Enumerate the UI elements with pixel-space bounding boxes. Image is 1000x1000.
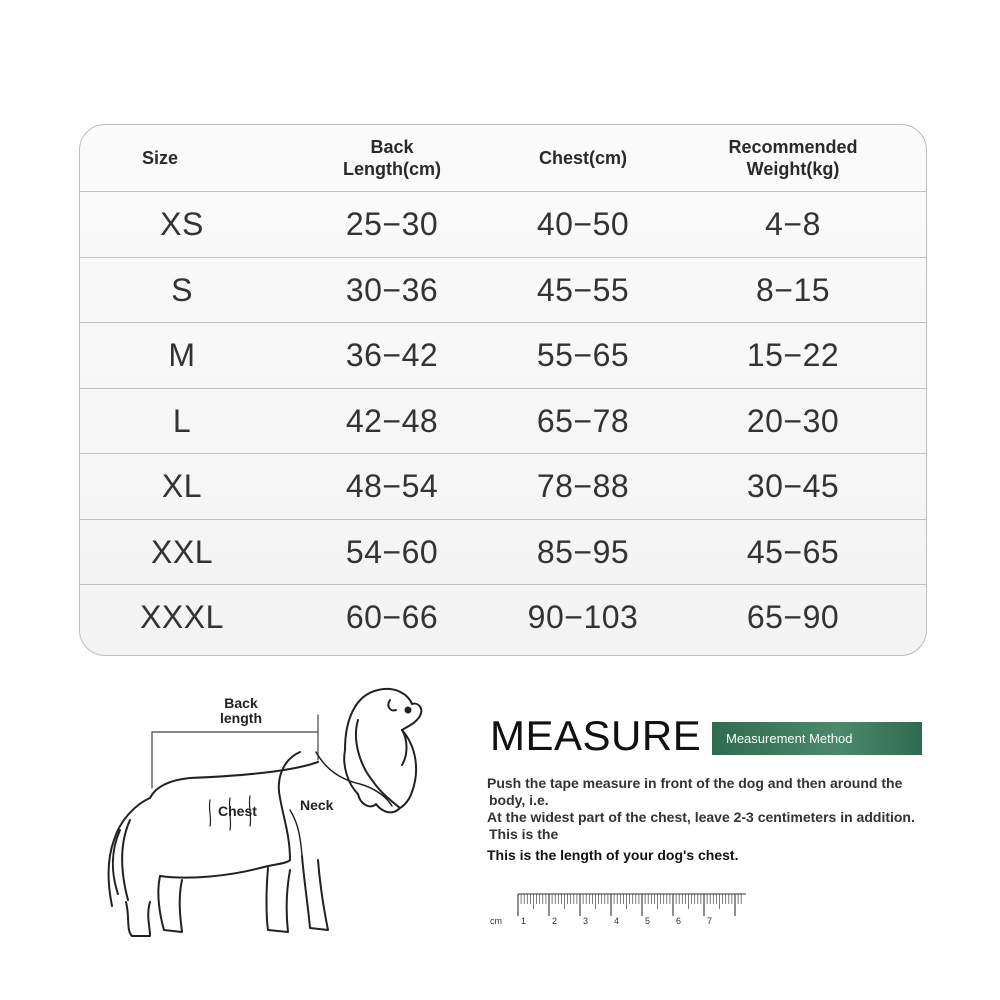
cell-weight: 15−22 bbox=[746, 337, 840, 373]
measure-title: MEASURE bbox=[490, 712, 702, 759]
cell-back-length: 36−42 bbox=[345, 337, 439, 373]
cell-back-length: 60−66 bbox=[345, 599, 439, 635]
dog-illustration bbox=[90, 680, 450, 950]
cell-chest: 65−78 bbox=[536, 402, 630, 439]
ruler-unit: cm bbox=[490, 916, 502, 926]
table-header-row bbox=[80, 125, 926, 191]
size-table bbox=[79, 124, 927, 656]
cell-weight: 20−30 bbox=[746, 402, 840, 439]
cell-chest: 90−103 bbox=[527, 599, 639, 635]
table-row bbox=[80, 322, 926, 388]
instruction-line-4: This is the bbox=[489, 826, 559, 842]
header-weight: Recommended Weight(kg) bbox=[728, 137, 858, 179]
table-row bbox=[80, 453, 926, 519]
header-chest: Chest(cm) bbox=[538, 148, 628, 168]
table-row bbox=[80, 257, 926, 323]
measure-highlight: This is the length of your dog's chest. bbox=[487, 847, 739, 863]
ruler-number: 4 bbox=[614, 916, 620, 926]
table-row bbox=[80, 388, 926, 454]
ruler-number: 7 bbox=[707, 916, 713, 926]
cell-chest: 55−65 bbox=[536, 337, 630, 373]
ruler-number: 2 bbox=[552, 916, 558, 926]
cell-size: XS bbox=[160, 206, 204, 242]
cell-weight: 8−15 bbox=[755, 271, 831, 308]
header-size: Size bbox=[142, 148, 179, 168]
dog-measurement-diagram bbox=[90, 680, 450, 950]
cell-chest: 45−55 bbox=[536, 271, 630, 308]
table-row bbox=[80, 519, 926, 585]
cell-back-length: 54−60 bbox=[345, 533, 439, 570]
table-row bbox=[80, 191, 926, 257]
neck-label: Neck bbox=[300, 797, 334, 813]
table-row bbox=[80, 584, 926, 650]
cell-back-length: 30−36 bbox=[345, 271, 439, 308]
ruler-number: 1 bbox=[521, 916, 527, 926]
back-length-label: Back length bbox=[220, 695, 262, 726]
cell-size: XXXL bbox=[140, 599, 224, 635]
ruler-number: 5 bbox=[645, 916, 651, 926]
cell-size: XXL bbox=[151, 533, 213, 570]
cell-weight: 45−65 bbox=[746, 533, 840, 570]
cell-weight: 4−8 bbox=[765, 206, 821, 242]
header-back-length: Back Length(cm) bbox=[343, 137, 441, 179]
cell-chest: 78−88 bbox=[536, 468, 630, 504]
measure-instructions bbox=[487, 775, 967, 843]
ruler-number: 6 bbox=[676, 916, 682, 926]
cell-size: L bbox=[172, 402, 192, 439]
cell-size: S bbox=[171, 271, 193, 308]
instruction-line-2: body, i.e. bbox=[489, 792, 549, 808]
cell-weight: 65−90 bbox=[746, 599, 840, 635]
instruction-line-3: At the widest part of the chest, leave 2-3 centimeters in addition. bbox=[487, 809, 915, 825]
chest-label: Chest bbox=[218, 803, 257, 819]
cell-size: XL bbox=[161, 468, 203, 504]
cell-back-length: 25−30 bbox=[345, 206, 439, 242]
measurement-method-badge: Measurement Method bbox=[712, 722, 922, 755]
cell-chest: 85−95 bbox=[536, 533, 630, 570]
cell-back-length: 42−48 bbox=[345, 402, 439, 439]
cell-back-length: 48−54 bbox=[345, 468, 439, 504]
cell-chest: 40−50 bbox=[536, 206, 630, 242]
cell-size: M bbox=[168, 337, 196, 373]
tape-measure-icon bbox=[488, 890, 746, 926]
instruction-line-1: Push the tape measure in front of the dog and then around the bbox=[487, 775, 903, 791]
ruler-number: 3 bbox=[583, 916, 589, 926]
cell-weight: 30−45 bbox=[746, 468, 840, 504]
